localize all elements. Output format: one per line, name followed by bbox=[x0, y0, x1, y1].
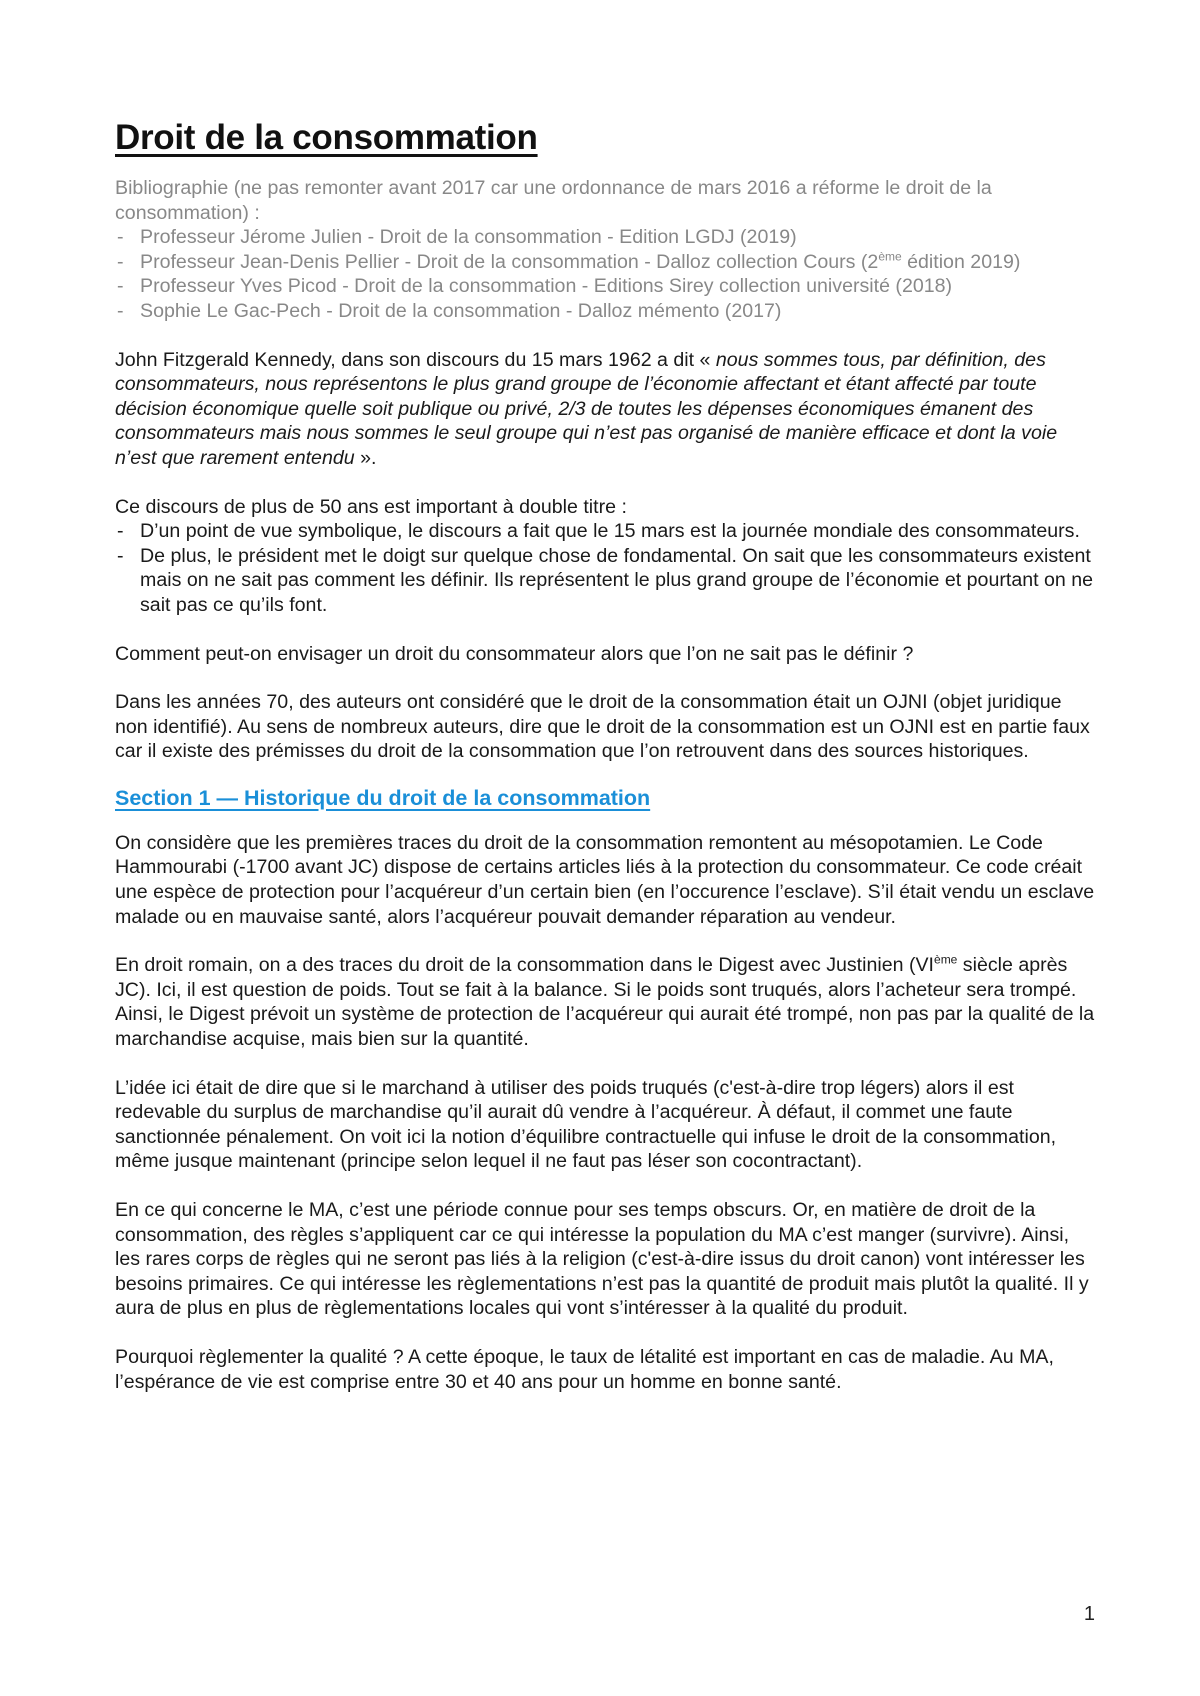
bibliography-item: - Professeur Jérome Julien - Droit de la consommation - Edition LGDJ (2019) bbox=[115, 225, 1095, 250]
kennedy-quote: nous sommes tous, par définition, des consommateurs, nous représentons le plus grand groupe de l’économie affectant et étant affecté par toute décision économique quelle soit publique ou privé, 2/3 de toutes les dépenses économiques émanent des consommateurs mais nous sommes le seul groupe qui n’est pas organisé de manière efficace et dont la voie n’est que rarement entendu bbox=[115, 348, 1058, 469]
mesopotamie-paragraph: On considère que les premières traces du droit de la consommation remontent au mésopotamien. Le Code Hammourabi (-1700 avant JC) dispose de certains articles liés à la protection du consommateur. Ce code créait une espèce de protection pour l’acquéreur d’un certain bien (en l’occurence l’esclave). S’il était vendu un esclave malade ou en mauvaise santé, alors l’acquéreur pouvait demander réparation au vendeur. bbox=[115, 831, 1095, 928]
bibliography-item: - Sophie Le Gac-Pech - Droit de la consommation - Dalloz mémento (2017) bbox=[115, 299, 1095, 324]
question-paragraph: Comment peut-on envisager un droit du consommateur alors que l’on ne sait pas le définir ? bbox=[115, 642, 914, 665]
section-1-heading: Section 1 — Historique du droit de la consommation bbox=[115, 785, 651, 810]
ojni-paragraph: Dans les années 70, des auteurs ont considéré que le droit de la consommation était un OJNI (objet juridique non identifié). Au sens de nombreux auteurs, dire que le droit de la consommation est un OJNI est en partie faux car il existe des prémisses du droit de la consommation que l’on retrouvent dans des sources historiques. bbox=[115, 691, 1090, 763]
moyen-age-paragraph: En ce qui concerne le MA, c’est une période connue pour ses temps obscurs. Or, en matière de droit de la consommation, des règles s’appliquent car ce qui intéresse la population du MA c’est manger (survivre). Ainsi, les rares corps de règles qui ne seront pas liés à la religion (c'est-à-dire issus du droit canon) vont intéresser les besoins primaires. Ce qui intéresse les règlementations n’est pas la quantité de produit mais plutôt la qualité. Il y aura de plus en plus de règlementations locales qui vont s’intéresser à la qualité du produit. bbox=[115, 1199, 1089, 1320]
document-page bbox=[115, 118, 1095, 1394]
bibliography-intro: Bibliographie (ne pas remonter avant 2017 car une ordonnance de mars 2016 a réforme le droit de la consommation) : bbox=[115, 177, 992, 224]
bibliography-list bbox=[115, 225, 1095, 323]
discours-item: - De plus, le président met le doigt sur quelque chose de fondamental. On sait que les consommateurs existent mais on ne sait pas comment les définir. Ils représentent le plus grand groupe de l’économie et pourtant on ne sait pas ce qu’ils font. bbox=[115, 544, 1095, 618]
idee-paragraph: L’idée ici était de dire que si le marchand à utiliser des poids truqués (c'est-à-dire trop légers) alors il est redevable du surplus de marchandise qu’il aurait dû vendre à l’acquéreur. À défaut, il commet une faute sanctionnée pénalement. On voit ici la notion d’équilibre contractuelle qui infuse le droit de la consommation, même jusque maintenant (principe selon lequel il ne faut pas léser son cocontractant). bbox=[115, 1076, 1057, 1173]
droit-romain-paragraph: En droit romain, on a des traces du droit de la consommation dans le Digest avec Justinien (VIème siècle après JC). Ici, il est question de poids. Tout se fait à la balance. Si le poids sont truqués, alors l’acheteur sera trompé. Ainsi, le Digest prévoit un système de protection de l’acquéreur qui aurait été trompé, non pas par la qualité de la marchandise acquise, mais bien sur la quantité. bbox=[115, 952, 1095, 1051]
page-title: Droit de la consommation bbox=[115, 118, 538, 157]
discours-intro: Ce discours de plus de 50 ans est important à double titre : bbox=[115, 495, 627, 518]
discours-item: - D’un point de vue symbolique, le discours a fait que le 15 mars est la journée mondiale des consommateurs. bbox=[115, 519, 1095, 544]
discours-list bbox=[115, 519, 1095, 617]
kennedy-paragraph: John Fitzgerald Kennedy, dans son discours du 15 mars 1962 a dit « nous sommes tous, par définition, des consommateurs, nous représentons le plus grand groupe de l’économie affectant et étant affecté par toute décision économique quelle soit publique ou privé, 2/3 de toutes les dépenses économiques émanent des consommateurs mais nous sommes le seul groupe qui n’est pas organisé de manière efficace et dont la voie n’est que rarement entendu ». bbox=[115, 348, 1058, 469]
bibliography-item: - Professeur Yves Picod - Droit de la consommation - Editions Sirey collection université (2018) bbox=[115, 274, 1095, 299]
bibliography-item: - Professeur Jean-Denis Pellier - Droit de la consommation - Dalloz collection Cours (2ème édition 2019) bbox=[115, 250, 1095, 275]
page-number: 1 bbox=[1083, 1603, 1095, 1625]
pourquoi-paragraph: Pourquoi règlementer la qualité ? A cette époque, le taux de létalité est important en cas de maladie. Au MA, l’espérance de vie est comprise entre 30 et 40 ans pour un homme en bonne santé. bbox=[115, 1345, 1054, 1393]
